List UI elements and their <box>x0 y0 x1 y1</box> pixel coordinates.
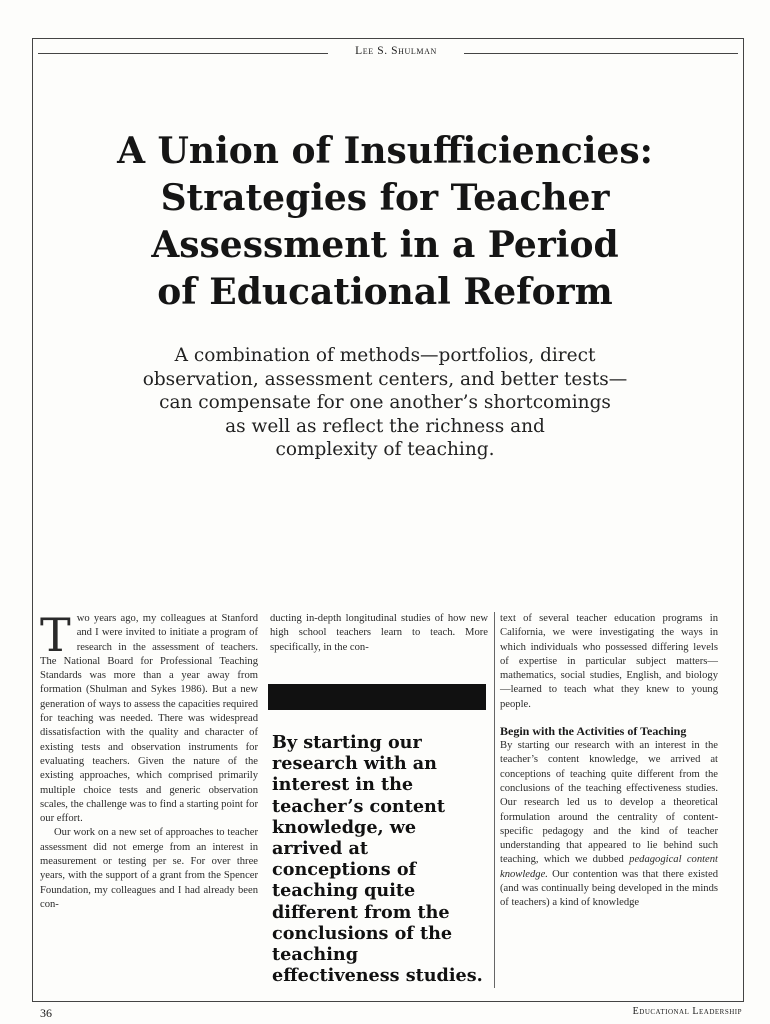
body-paragraph: text of several teacher education programs in California, we were investigating the ways in which individuals who possessed differing levels of expertise in particular subject matters—mathematics, social studies, English, and biology—learned to teach what they knew to young people. <box>500 613 718 710</box>
paragraph-text: wo years ago, my colleagues at Stanford and I were invited to initiate a program of research in the assessment of teachers. The National Board for Professional Teaching Standards was more than a year away from formation (Shulman and Sykes 1986). But a new generation of ways to assess the capacities required for teaching was needed. There was widespread dissatisfaction with the quality and character of existing tests and observation instruments for evaluating teachers. Given the nature of the existing approaches, which comprised primarily multiple choice tests and generic observation scales, the challenge was to find a starting point for our effort. <box>40 613 258 825</box>
deck-line: as well as reflect the richness and <box>225 415 545 437</box>
author-name: Lee S. Shulman <box>355 45 437 57</box>
running-head <box>32 44 744 62</box>
title-line: Assessment in a Period <box>151 224 619 266</box>
column-divider <box>494 612 495 988</box>
article-deck <box>90 344 680 462</box>
pullquote-bar <box>268 684 486 710</box>
paragraph-text: By starting our research with an interest in the teacher’s content knowledge, we arrived at conceptions of teaching quite different from the conclusions of the teaching effectiveness studies. Our research led us to develop a theoretical formulation around the centrality of content-specific pedagogy and the kind of teacher understanding that appeared to lie behind such teaching, which we dubbed <box>500 740 718 866</box>
drop-cap: T <box>40 608 71 662</box>
page-number: 36 <box>40 1006 52 1020</box>
journal-name: Educational Leadership <box>632 1006 742 1017</box>
emphasized-term: pedagogical content knowledge. <box>500 854 719 880</box>
article-title <box>60 128 710 316</box>
body-paragraph <box>500 739 718 911</box>
header-rule-left <box>38 53 328 54</box>
body-paragraph <box>40 608 258 826</box>
body-paragraph: Our work on a new set of approaches to teacher assessment did not emerge from an interest in measurement or testing per se. For over three years, with the support of a grant from the Spencer Foundation, my colleagues and I had already been con- <box>40 827 258 910</box>
deck-line: observation, assessment centers, and better tests— <box>142 368 628 390</box>
title-line: A Union of Insufficiencies: <box>117 130 653 172</box>
paragraph-text: Our contention was that there existed (and was continually being developed in the minds of teachers) a kind of knowledge <box>500 868 718 909</box>
title-line: of Educational Reform <box>157 271 613 313</box>
header-rule-right <box>464 53 738 54</box>
body-paragraph: ducting in-depth longitudinal studies of how new high school teachers learn to teach. More specifically, in the con- <box>270 613 488 653</box>
deck-line: complexity of teaching. <box>275 439 495 460</box>
body-column-3 <box>500 612 718 911</box>
body-column-1 <box>40 608 258 912</box>
deck-line: can compensate for one another’s shortcomings <box>159 392 611 413</box>
pull-quote: By starting our research with an interest in the teacher’s content knowledge, we arrived at conceptions of teaching quite different from the conclusions of the teaching effectiveness studies. <box>272 732 483 987</box>
title-line: Strategies for Teacher <box>160 177 610 219</box>
body-column-2 <box>270 612 488 655</box>
section-subhead: Begin with the Activities of Teaching <box>500 724 687 739</box>
deck-line: A combination of methods—portfolios, direct <box>174 345 596 366</box>
